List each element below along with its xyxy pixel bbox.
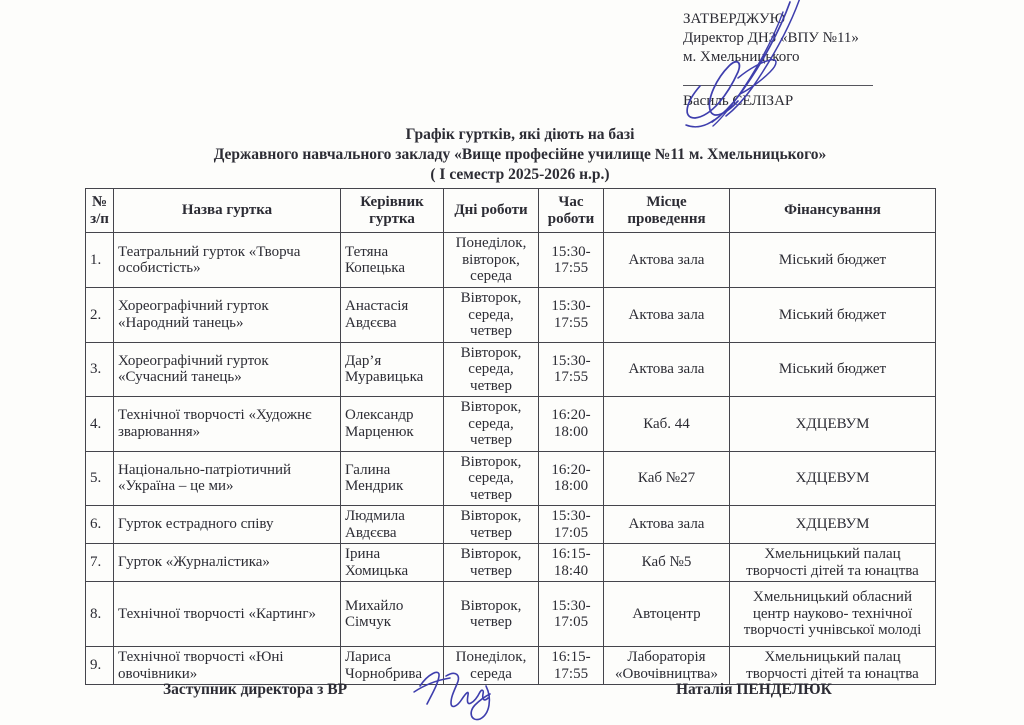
table-row	[86, 397, 936, 452]
cell-leader: Ірина Хомицька	[341, 544, 444, 582]
cell-location: Актова зала	[604, 506, 730, 544]
cell-funding: Міський бюджет	[730, 342, 936, 397]
cell-row-number: 7.	[86, 544, 114, 582]
cell-time: 15:30-17:05	[539, 506, 604, 544]
cell-funding: Хмельницький обласний центр науково- технічної творчості учнівської молоді	[730, 582, 936, 647]
schedule-table	[85, 188, 936, 685]
col-header-funding: Фінансування	[730, 189, 936, 233]
cell-club-name: Хореографічний гурток «Сучасний танець»	[114, 342, 341, 397]
cell-days: Вівторок, четвер	[444, 582, 539, 647]
header-row	[86, 189, 936, 233]
deputy-director-label: Заступник директора з ВР	[163, 681, 348, 698]
approval-line-2: Директор ДНЗ «ВПУ №11»	[683, 30, 859, 46]
title-line-1: Графік гуртків, які діють на базі	[405, 126, 635, 143]
cell-location: Каб №27	[604, 451, 730, 506]
cell-row-number: 6.	[86, 506, 114, 544]
cell-leader: Тетяна Копецька	[341, 233, 444, 288]
cell-days: Вівторок, четвер	[444, 506, 539, 544]
title-line-3: ( І семестр 2025-2026 н.р.)	[430, 166, 610, 183]
table-row	[86, 544, 936, 582]
cell-location: Актова зала	[604, 233, 730, 288]
cell-days: Вівторок, середа, четвер	[444, 342, 539, 397]
table-row	[86, 233, 936, 288]
col-header-leader: Керівник гуртка	[341, 189, 444, 233]
cell-days: Вівторок, середа, четвер	[444, 451, 539, 506]
table-row	[86, 288, 936, 343]
cell-club-name: Театральний гурток «Творча особистість»	[114, 233, 341, 288]
cell-row-number: 2.	[86, 288, 114, 343]
table-row	[86, 506, 936, 544]
cell-location: Лабораторія «Овочівництва»	[604, 647, 730, 685]
cell-funding: ХДЦЕВУМ	[730, 451, 936, 506]
cell-club-name: Технічної творчості «Юні овочівники»	[114, 647, 341, 685]
cell-leader: Людмила Авдєєва	[341, 506, 444, 544]
cell-funding: Міський бюджет	[730, 288, 936, 343]
cell-leader: Анастасія Авдєєва	[341, 288, 444, 343]
cell-time: 15:30-17:55	[539, 342, 604, 397]
cell-time: 16:20-18:00	[539, 397, 604, 452]
cell-club-name: Гурток «Журналістика»	[114, 544, 341, 582]
document-title	[85, 125, 955, 185]
cell-leader: Лариса Чорнобрива	[341, 647, 444, 685]
cell-club-name: Технічної творчості «Художнє зварювання»	[114, 397, 341, 452]
cell-funding: Хмельницький палац творчості дітей та юнацтва	[730, 647, 936, 685]
table-row	[86, 342, 936, 397]
cell-leader: Дар’я Муравицька	[341, 342, 444, 397]
col-header-location: Місце проведення	[604, 189, 730, 233]
table-row	[86, 451, 936, 506]
cell-location: Каб. 44	[604, 397, 730, 452]
approval-line-1: ЗАТВЕРДЖУЮ	[683, 11, 786, 27]
cell-club-name: Гурток естрадного співу	[114, 506, 341, 544]
cell-row-number: 1.	[86, 233, 114, 288]
cell-funding: Міський бюджет	[730, 233, 936, 288]
cell-funding: Хмельницький палац творчості дітей та юнацтва	[730, 544, 936, 582]
cell-club-name: Хореографічний гурток «Народний танець»	[114, 288, 341, 343]
cell-row-number: 5.	[86, 451, 114, 506]
cell-row-number: 4.	[86, 397, 114, 452]
cell-days: Понеділок, середа	[444, 647, 539, 685]
cell-time: 15:30-17:55	[539, 288, 604, 343]
cell-club-name: Технічної творчості «Картинг»	[114, 582, 341, 647]
table-row	[86, 582, 936, 647]
cell-row-number: 8.	[86, 582, 114, 647]
title-line-2: Державного навчального закладу «Вище професійне училище №11 м. Хмельницького»	[213, 146, 827, 163]
cell-time: 16:15-18:40	[539, 544, 604, 582]
cell-club-name: Національно-патріотичний «Україна – це ми»	[114, 451, 341, 506]
cell-location: Автоцентр	[604, 582, 730, 647]
cell-row-number: 3.	[86, 342, 114, 397]
cell-days: Понеділок, вівторок, середа	[444, 233, 539, 288]
cell-location: Актова зала	[604, 342, 730, 397]
cell-time: 16:20-18:00	[539, 451, 604, 506]
cell-funding: ХДЦЕВУМ	[730, 397, 936, 452]
cell-row-number: 9.	[86, 647, 114, 685]
col-header-time: Час роботи	[539, 189, 604, 233]
cell-days: Вівторок, середа, четвер	[444, 397, 539, 452]
cell-leader: Галина Мендрик	[341, 451, 444, 506]
approver-name: Василь СЕЛІЗАР	[683, 93, 794, 109]
approval-line-3: м. Хмельницького	[683, 49, 800, 65]
signature-underline	[683, 67, 873, 86]
approval-block	[683, 10, 913, 111]
cell-days: Вівторок, четвер	[444, 544, 539, 582]
table-row	[86, 647, 936, 685]
cell-location: Актова зала	[604, 288, 730, 343]
cell-leader: Олександр Марценюк	[341, 397, 444, 452]
cell-time: 15:30-17:05	[539, 582, 604, 647]
cell-funding: ХДЦЕВУМ	[730, 506, 936, 544]
cell-time: 16:15-17:55	[539, 647, 604, 685]
cell-time: 15:30-17:55	[539, 233, 604, 288]
cell-leader: Михайло Сімчук	[341, 582, 444, 647]
col-header-days: Дні роботи	[444, 189, 539, 233]
cell-days: Вівторок, середа, четвер	[444, 288, 539, 343]
col-header-club-name: Назва гуртка	[114, 189, 341, 233]
col-header-number: № з/п	[86, 189, 114, 233]
cell-location: Каб №5	[604, 544, 730, 582]
deputy-director-name: Наталія ПЕНДЕЛЮК	[676, 681, 832, 698]
